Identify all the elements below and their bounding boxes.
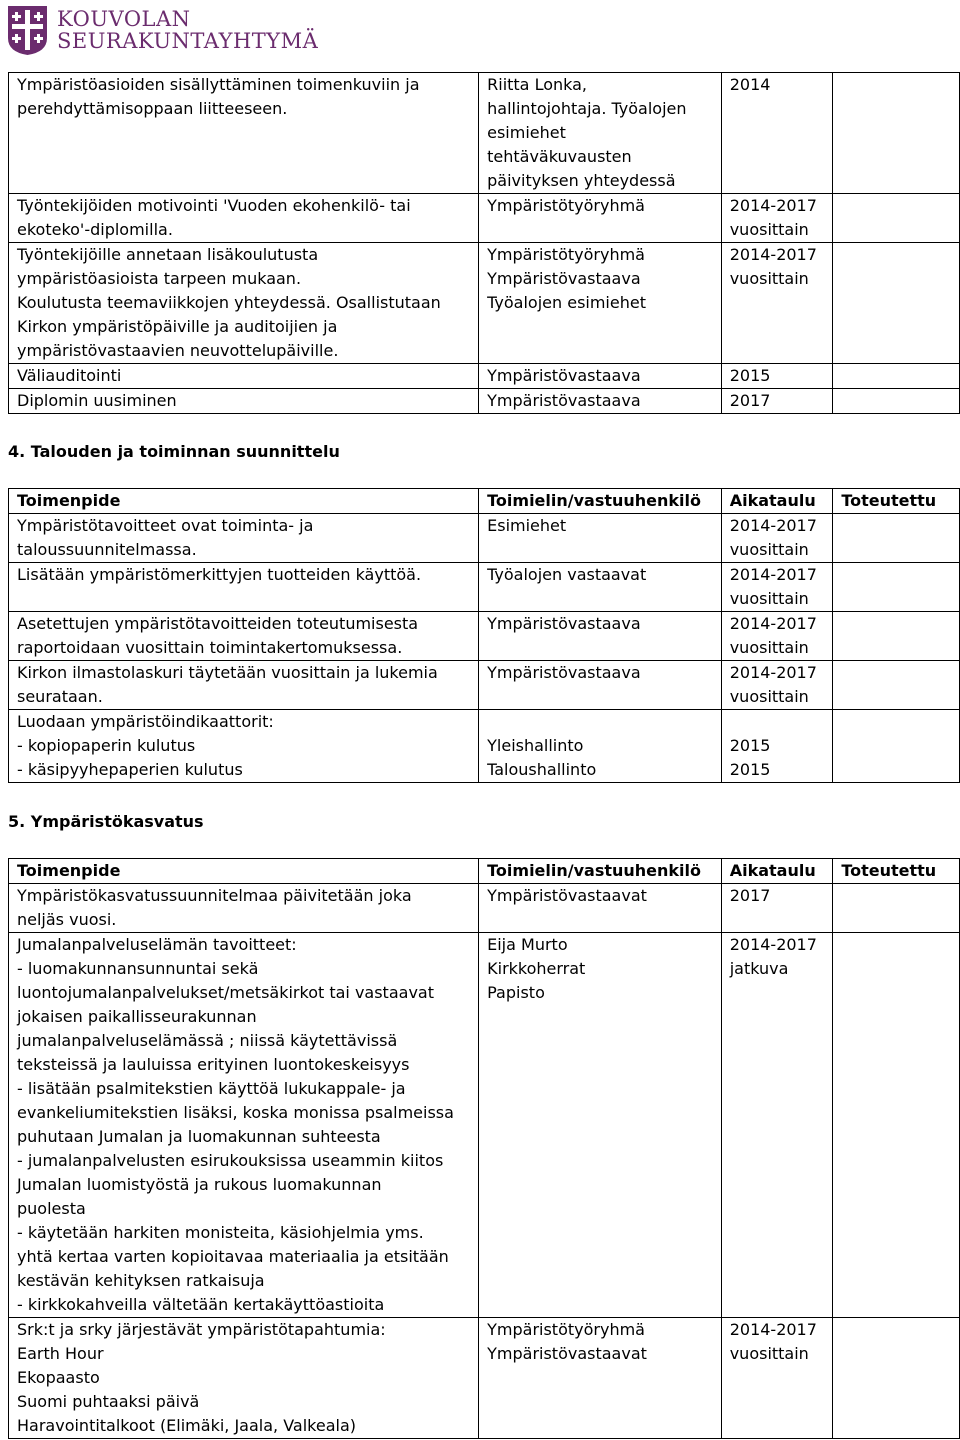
responsible-cell: Esimiehet xyxy=(479,514,722,563)
table-row xyxy=(9,661,960,710)
done-cell xyxy=(833,514,960,563)
schedule-cell: 2014 xyxy=(721,73,833,194)
schedule-cell: 2017 xyxy=(721,884,833,933)
responsible-cell: Riitta Lonka, hallintojohtaja. Työalojen esimiehet tehtäväkuvausten päivityksen yhteydessä xyxy=(479,73,722,194)
responsible-cell: Ympäristövastaava xyxy=(479,661,722,710)
org-name xyxy=(57,8,318,52)
action-cell: Diplomin uusiminen xyxy=(9,389,479,414)
schedule-cell: 2015 xyxy=(721,364,833,389)
done-cell xyxy=(833,884,960,933)
responsible-cell: Ympäristötyöryhmä xyxy=(479,194,722,243)
table-row xyxy=(9,514,960,563)
action-cell: Väliauditointi xyxy=(9,364,479,389)
section-title: 4. Talouden ja toiminnan suunnittelu xyxy=(8,442,340,461)
responsible-cell: Ympäristötyöryhmä Ympäristövastaava Työalojen esimiehet xyxy=(479,243,722,364)
done-cell xyxy=(833,661,960,710)
schedule-cell: 2014-2017 vuosittain xyxy=(721,514,833,563)
column-header: Aikataulu xyxy=(721,859,833,884)
done-cell xyxy=(833,194,960,243)
schedule-cell: 2014-2017 vuosittain xyxy=(721,194,833,243)
org-name-line1: KOUVOLAN xyxy=(57,7,191,31)
action-cell: Työntekijöille annetaan lisäkoulutusta ympäristöasioista tarpeen mukaan. Koulutusta teemaviikkojen yhteydessä. Osallistutaan Kirkon ympäristöpäiville ja auditoijien ja ympäristövastaavien neuvottelupäiville. xyxy=(9,243,479,364)
column-header: Aikataulu xyxy=(721,489,833,514)
table-row xyxy=(9,710,960,783)
table-row xyxy=(9,933,960,1318)
schedule-cell: 2017 xyxy=(721,389,833,414)
action-cell: Ympäristökasvatussuunnitelmaa päivitetään joka neljäs vuosi. xyxy=(9,884,479,933)
table-row xyxy=(9,243,960,364)
table-row xyxy=(9,612,960,661)
schedule-cell: 2014-2017 vuosittain xyxy=(721,563,833,612)
done-cell xyxy=(833,710,960,783)
org-name-line2: SEURAKUNTAYHTYMÄ xyxy=(57,29,319,53)
done-cell xyxy=(833,933,960,1318)
responsible-cell: Työalojen vastaavat xyxy=(479,563,722,612)
education-table xyxy=(8,858,960,1439)
column-header: Toteutettu xyxy=(833,489,960,514)
responsible-cell: Ympäristövastaava xyxy=(479,364,722,389)
action-cell: Lisätään ympäristömerkittyjen tuotteiden käyttöä. xyxy=(9,563,479,612)
schedule-cell: 2014-2017 jatkuva xyxy=(721,933,833,1318)
responsible-cell: Ympäristötyöryhmä Ympäristövastaavat xyxy=(479,1318,722,1439)
schedule-cell: 2015 2015 xyxy=(721,710,833,783)
table-row xyxy=(9,364,960,389)
responsible-cell: Eija Murto Kirkkoherrat Papisto xyxy=(479,933,722,1318)
action-cell: Ympäristötavoitteet ovat toiminta- ja taloussuunnitelmassa. xyxy=(9,514,479,563)
schedule-cell: 2014-2017 vuosittain xyxy=(721,661,833,710)
section-title: 5. Ympäristökasvatus xyxy=(8,812,204,831)
schedule-cell: 2014-2017 vuosittain xyxy=(721,612,833,661)
column-header: Toteutettu xyxy=(833,859,960,884)
done-cell xyxy=(833,1318,960,1439)
action-cell: Jumalanpalveluselämän tavoitteet: - luomakunnansunnuntai sekä luontojumalanpalvelukset/metsäkirkot tai vastaavat jokaisen paikallisseurakunnan jumalanpalveluselämässä ; niissä käytettävissä teksteissä ja lauluissa erityinen luontokeskeisyys - lisätään psalmitekstien käyttöä lukukappale- ja evankeliumitekstien lisäksi, koska monissa psalmeissa puhutaan Jumalan ja luomakunnan suhteesta - jumalanpalvelusten esirukouksissa useammin kiitos Jumalan luomistyöstä ja rukous luomakunnan puolesta - käytetään harkiten monisteita, käsiohjelmia yms. yhtä kertaa varten kopioitavaa materiaalia ja etsitään kestävän kehityksen ratkaisuja - kirkkokahveilla vältetään kertakäyttöastioita xyxy=(9,933,479,1318)
action-cell: Työntekijöiden motivointi 'Vuoden ekohenkilö- tai ekoteko'-diplomilla. xyxy=(9,194,479,243)
table-row xyxy=(9,884,960,933)
done-cell xyxy=(833,73,960,194)
action-cell: Asetettujen ympäristötavoitteiden toteutumisesta raportoidaan vuosittain toimintakertomuksessa. xyxy=(9,612,479,661)
column-header: Toimielin/vastuuhenkilö xyxy=(479,489,722,514)
table-row xyxy=(9,563,960,612)
table-row xyxy=(9,1318,960,1439)
cross-logo-icon xyxy=(6,4,49,56)
schedule-cell: 2014-2017 vuosittain xyxy=(721,243,833,364)
column-header: Toimenpide xyxy=(9,859,479,884)
done-cell xyxy=(833,612,960,661)
table-header-row xyxy=(9,859,960,884)
table-row xyxy=(9,389,960,414)
column-header: Toimielin/vastuuhenkilö xyxy=(479,859,722,884)
responsible-cell: Ympäristövastaavat xyxy=(479,884,722,933)
schedule-cell: 2014-2017 vuosittain xyxy=(721,1318,833,1439)
action-cell: Kirkon ilmastolaskuri täytetään vuosittain ja lukemia seurataan. xyxy=(9,661,479,710)
responsible-cell: Ympäristövastaava xyxy=(479,612,722,661)
personnel-table xyxy=(8,72,960,414)
action-cell: Ympäristöasioiden sisällyttäminen toimenkuviin ja perehdyttämisoppaan liitteeseen. xyxy=(9,73,479,194)
table-row xyxy=(9,194,960,243)
action-cell: Srk:t ja srky järjestävät ympäristötapahtumia: Earth Hour Ekopaasto Suomi puhtaaksi päivä Haravointitalkoot (Elimäki, Jaala, Valkeala) xyxy=(9,1318,479,1439)
planning-table xyxy=(8,488,960,783)
responsible-cell: Yleishallinto Taloushallinto xyxy=(479,710,722,783)
done-cell xyxy=(833,563,960,612)
table-header-row xyxy=(9,489,960,514)
done-cell xyxy=(833,389,960,414)
page-header xyxy=(6,2,318,58)
responsible-cell: Ympäristövastaava xyxy=(479,389,722,414)
action-cell: Luodaan ympäristöindikaattorit: - kopiopaperin kulutus - käsipyyhepaperien kulutus xyxy=(9,710,479,783)
column-header: Toimenpide xyxy=(9,489,479,514)
done-cell xyxy=(833,364,960,389)
done-cell xyxy=(833,243,960,364)
table-row xyxy=(9,73,960,194)
